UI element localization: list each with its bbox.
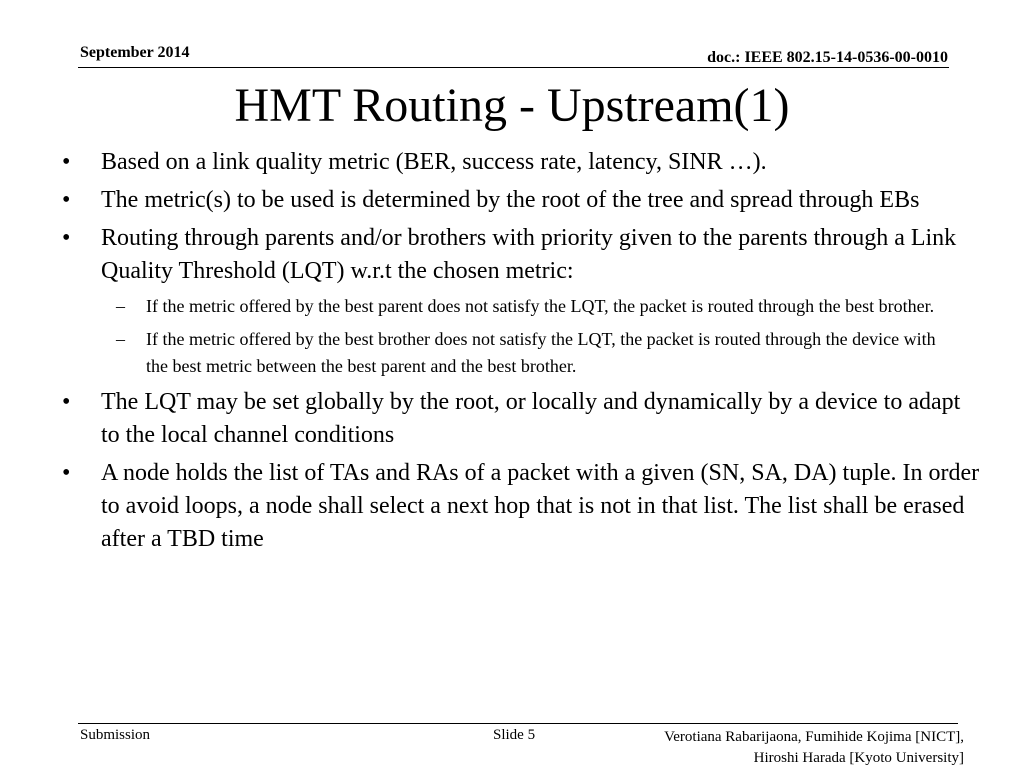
footer-authors-line2: Hiroshi Harada [Kyoto University] <box>753 750 964 766</box>
bullet-text: Based on a link quality metric (BER, success rate, latency, SINR …). <box>101 149 767 175</box>
slide-title: HMT Routing - Upstream(1) <box>234 79 790 132</box>
bullet-text: The metric(s) to be used is determined by the root of the tree and spread through EBs <box>101 187 920 213</box>
bullet-item <box>62 184 982 217</box>
footer-slide-number: Slide 5 <box>493 727 536 743</box>
footer-divider <box>78 723 958 724</box>
footer-submission: Submission <box>80 727 151 743</box>
dash-icon: – <box>116 296 125 316</box>
bullet-text: A node holds the list of TAs and RAs of a packet with a given (SN, SA, DA) tuple. In order to avoid loops, a node shall select a next hop that is not in that list. The list shall be erased after a TBD time <box>101 460 980 552</box>
bullet-icon: • <box>62 225 71 251</box>
sub-bullet-text: If the metric offered by the best parent does not satisfy the LQT, the packet is routed through the best brother. <box>146 296 935 316</box>
header-doc-id: doc.: IEEE 802.15-14-0536-00-0010 <box>707 49 948 66</box>
sub-bullet-item <box>116 293 946 320</box>
bullet-text: The LQT may be set globally by the root, or locally and dynamically by a device to adapt to the local channel conditions <box>101 389 961 448</box>
bullet-text: Routing through parents and/or brothers with priority given to the parents through a Link Quality Threshold (LQT) w.r.t the chosen metric: <box>101 225 957 284</box>
sub-bullet-item <box>116 326 946 380</box>
bullet-item <box>62 457 982 556</box>
sub-bullet-text: If the metric offered by the best brother does not satisfy the LQT, the packet is routed through the device with the best metric between the best parent and the best brother. <box>146 329 936 376</box>
header-date: September 2014 <box>80 44 190 61</box>
footer-authors-line1: Verotiana Rabarijaona, Fumihide Kojima [NICT], <box>664 729 964 745</box>
header-divider <box>78 67 949 68</box>
bullet-item <box>62 386 982 452</box>
bullet-item <box>62 222 982 288</box>
bullet-item <box>62 146 982 179</box>
footer-authors <box>664 727 964 768</box>
bullet-icon: • <box>62 149 71 175</box>
bullet-icon: • <box>62 389 71 415</box>
bullet-icon: • <box>62 460 71 486</box>
bullet-icon: • <box>62 187 71 213</box>
dash-icon: – <box>116 329 125 349</box>
slide-body <box>62 146 982 561</box>
